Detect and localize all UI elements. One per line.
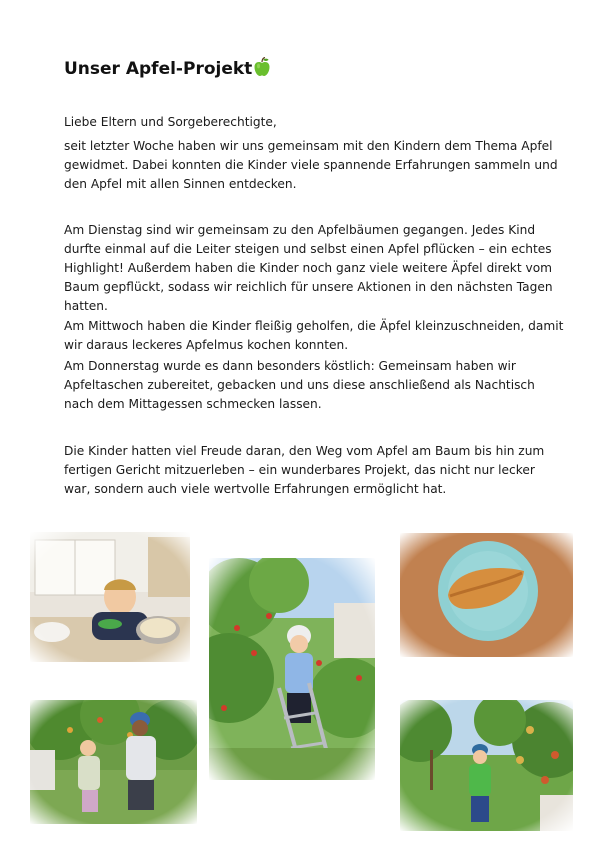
photo-child-cutting-apples [30,532,190,662]
page-title [64,57,271,82]
paragraph-thursday: Am Donnerstag wurde es dann besonders köstlich: Gemeinsam haben wir Apfeltaschen zubereitet, gebacken und uns diese anschließend als Nachtisch nach dem Mittagessen schmecken lassen. [64,359,535,411]
title-text: Unser Apfel-Projekt [64,59,253,79]
photo-children-picking [30,700,197,824]
paragraph-closing: Die Kinder hatten viel Freude daran, den Weg vom Apfel am Baum bis hin zum fertigen Gericht mitzuerleben – ein wunderbares Projekt, das nicht nur lecker war, sondern auch viele wertvolle Erfahrungen ermöglicht hat. [64,444,545,496]
paragraph-intro: seit letzter Woche haben wir uns gemeinsam mit den Kindern dem Thema Apfel gewidmet. Dabei konnten die Kinder viele spannende Erfahrungen sammeln und den Apfel mit allen Sinnen entdecken. [64,139,558,191]
paragraph-wednesday: Am Mittwoch haben die Kinder fleißig geholfen, die Äpfel kleinzuschneiden, damit wir daraus leckeres Apfelmus kochen konnten. [64,319,564,352]
photo-child-on-ladder [209,558,375,780]
photo-apple-pastry [400,533,573,657]
photo-child-under-tree [400,700,573,831]
greeting: Liebe Eltern und Sorgeberechtigte, [64,115,277,129]
green-apple-icon [253,57,271,82]
paragraph-tuesday: Am Dienstag sind wir gemeinsam zu den Apfelbäumen gegangen. Jedes Kind durfte einmal auf die Leiter steigen und selbst einen Apfel pflücken – ein echtes Highlight! Außerdem haben die Kinder noch ganz viele weitere Äpfel direkt vom Baum gepflückt, sodass wir reichlich für unsere Aktionen in den nächsten Tagen hatten. [64,223,553,313]
